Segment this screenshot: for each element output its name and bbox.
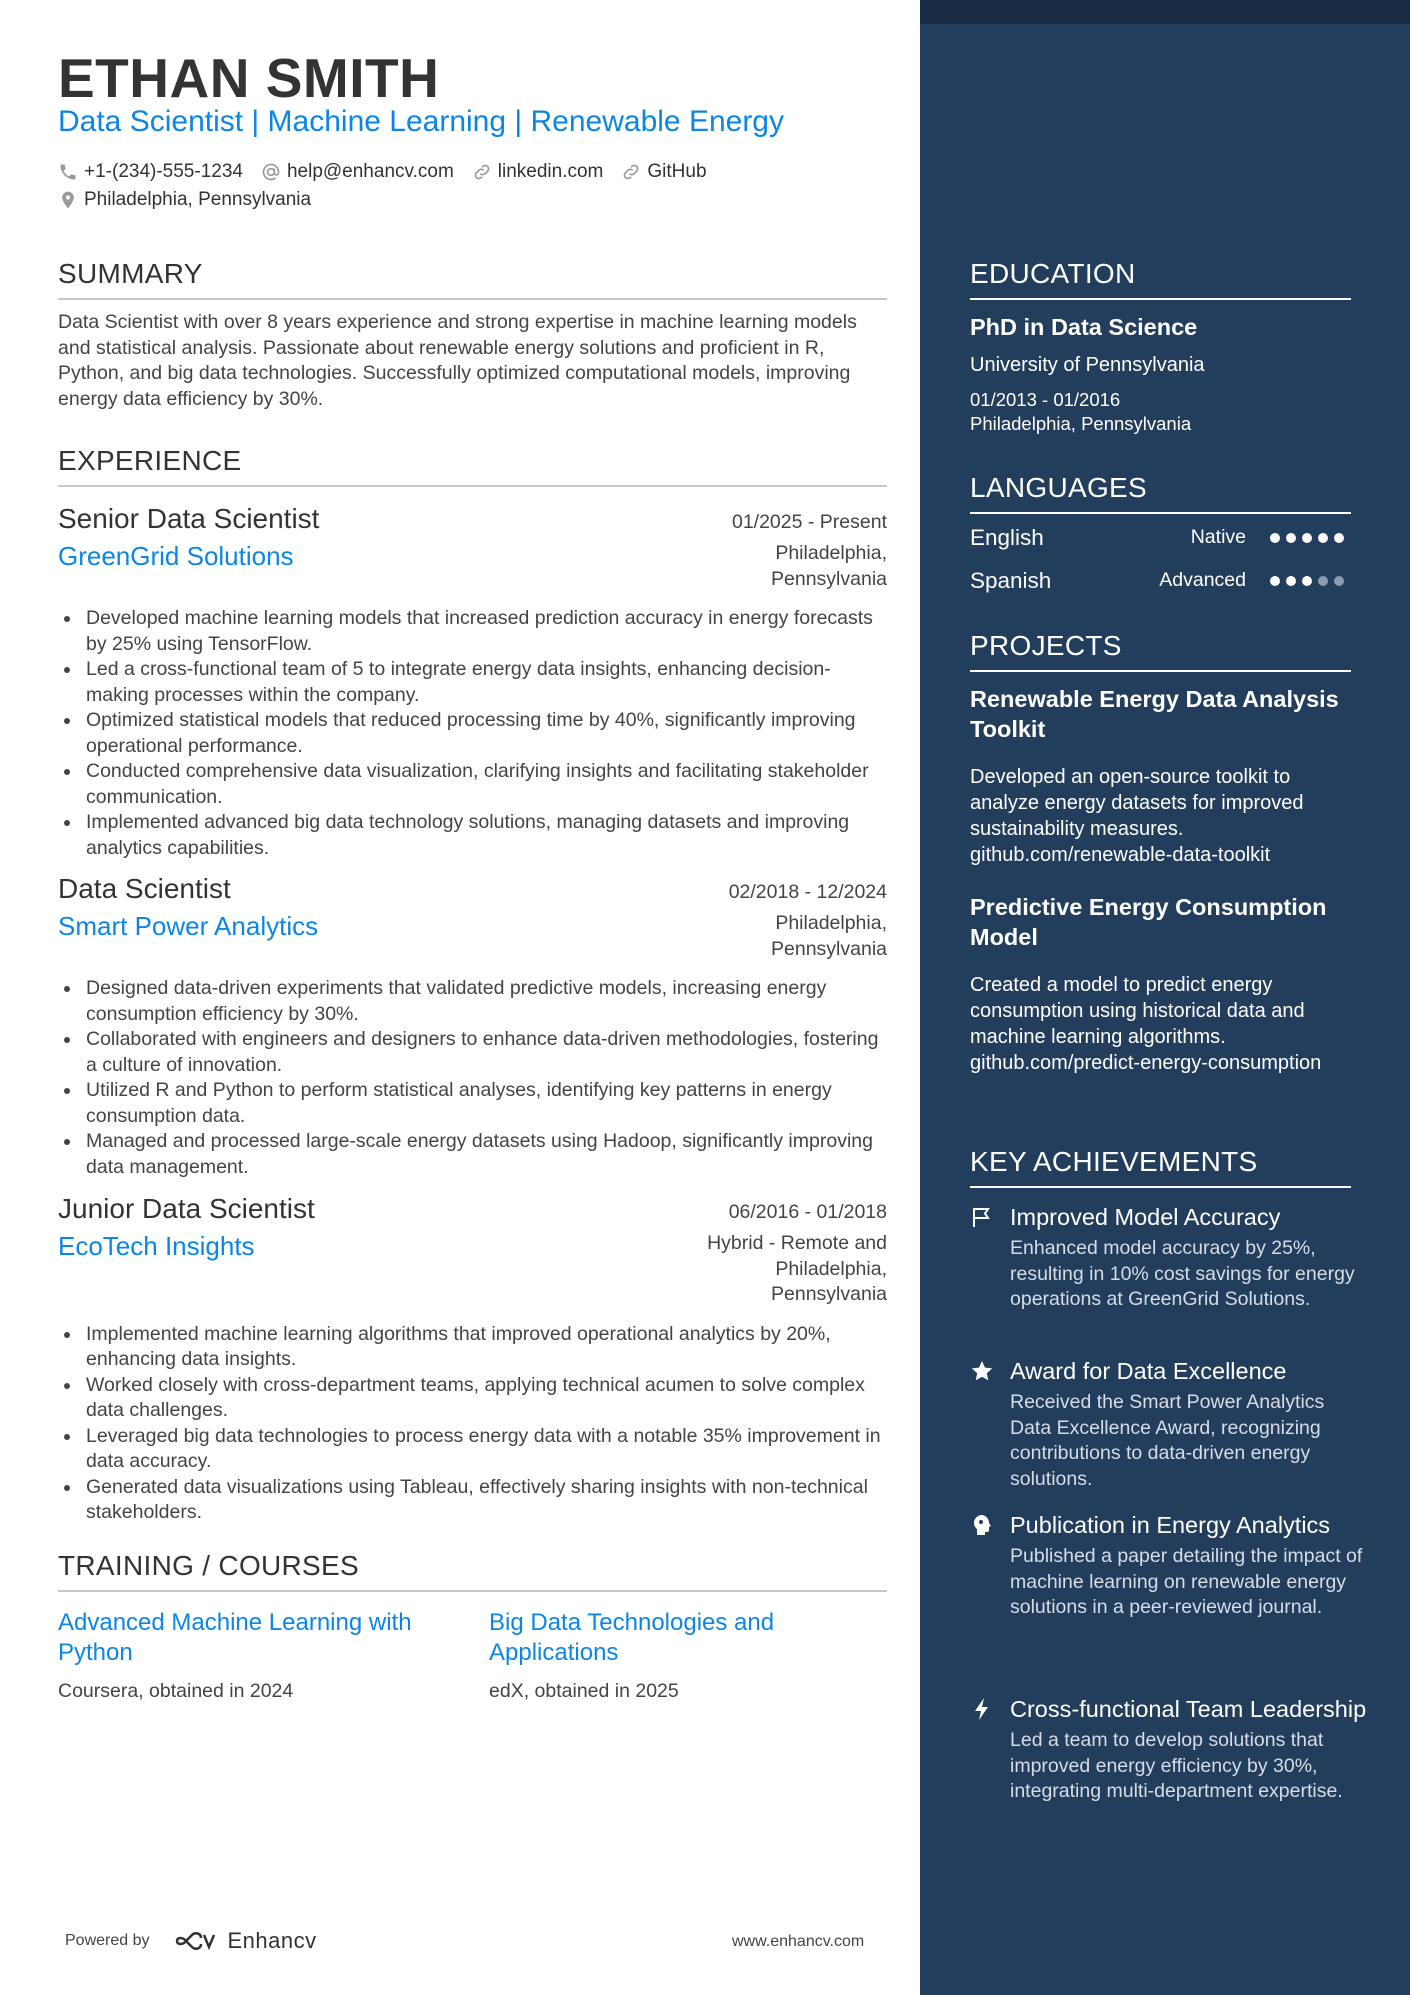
projects-title: PROJECTS bbox=[970, 630, 1351, 672]
course-title[interactable]: Big Data Technologies and Applications bbox=[489, 1609, 775, 1666]
bullet-item: Optimized statistical models that reduced processing time by 40%, significantly improving operational performance. bbox=[58, 708, 887, 759]
job-location bbox=[707, 1231, 887, 1308]
experience-section bbox=[58, 445, 887, 487]
github-contact[interactable] bbox=[621, 161, 706, 183]
company-name[interactable]: Smart Power Analytics bbox=[58, 911, 319, 941]
linkedin-text: linkedin.com bbox=[497, 161, 604, 182]
bullet-item: Implemented advanced big data technology solutions, managing datasets and improving analytics capabilities. bbox=[58, 810, 887, 861]
rating-dot-filled bbox=[1286, 576, 1296, 586]
project-title: Renewable Energy Data Analysis Toolkit bbox=[970, 686, 1339, 742]
course-entry bbox=[489, 1608, 889, 1703]
job-bullets bbox=[58, 606, 887, 861]
location-text: Philadelphia, Pennsylvania bbox=[84, 189, 312, 210]
brand-name: Enhancv bbox=[227, 1928, 317, 1953]
achievement-description: Published a paper detailing the impact of machine learning on renewable energy solutions in a peer-reviewed journal. bbox=[1010, 1545, 1363, 1618]
link-icon bbox=[621, 162, 641, 182]
company-name[interactable]: EcoTech Insights bbox=[58, 1231, 255, 1261]
bullet-item: Collaborated with engineers and designers to enhance data-driven methodologies, fostering a culture of innovation. bbox=[58, 1027, 887, 1078]
link-icon bbox=[472, 162, 492, 182]
footer-branding bbox=[65, 1928, 317, 1954]
course-meta: edX, obtained in 2025 bbox=[489, 1680, 679, 1702]
job-dates: 02/2018 - 12/2024 bbox=[728, 881, 887, 903]
powered-by-text: Powered by bbox=[65, 1932, 150, 1949]
headline: Data Scientist | Machine Learning | Renewable Energy bbox=[58, 105, 784, 138]
phone-contact[interactable] bbox=[58, 161, 243, 183]
at-icon bbox=[261, 162, 281, 182]
achievement-item bbox=[970, 1356, 1370, 1492]
achievement-item bbox=[970, 1202, 1370, 1313]
project-link[interactable]: github.com/predict-energy-consumption bbox=[970, 1052, 1322, 1074]
job-location-line: Philadelphia, bbox=[775, 542, 887, 564]
job-location-line: Pennsylvania bbox=[771, 937, 887, 960]
training-title: TRAINING / COURSES bbox=[58, 1550, 887, 1592]
training-section bbox=[58, 1550, 887, 1592]
language-level: Native bbox=[1190, 526, 1246, 548]
sidebar bbox=[920, 0, 1410, 1995]
degree: PhD in Data Science bbox=[970, 314, 1198, 340]
course-title[interactable]: Advanced Machine Learning with Python bbox=[58, 1609, 412, 1666]
job-location-line: Pennsylvania bbox=[771, 1283, 887, 1305]
languages-section bbox=[970, 472, 1351, 602]
education-location: Philadelphia, Pennsylvania bbox=[970, 413, 1192, 434]
achievement-description: Enhanced model accuracy by 25%, resulting in 10% cost savings for energy operations at GreenGrid Solutions. bbox=[1010, 1237, 1355, 1310]
rating-dot-empty bbox=[1318, 576, 1328, 586]
bullet-item: Implemented machine learning algorithms that improved operational analytics by 20%, enhancing data insights. bbox=[58, 1322, 887, 1373]
phone-icon bbox=[58, 162, 78, 182]
github-text: GitHub bbox=[647, 161, 707, 182]
bullet-item: Utilized R and Python to perform statistical analyses, identifying key patterns in energy consumption data. bbox=[58, 1078, 887, 1129]
rating-dot-filled bbox=[1334, 533, 1344, 543]
achievement-description: Led a team to develop solutions that improved energy efficiency by 30%, integrating multi-department expertise. bbox=[1010, 1729, 1343, 1802]
job-location-line: Philadelphia, bbox=[775, 1257, 887, 1280]
language-name: English bbox=[970, 524, 1044, 550]
enhancv-logo[interactable] bbox=[174, 1928, 317, 1954]
rating-dot-filled bbox=[1270, 533, 1280, 543]
infinity-logo-icon bbox=[174, 1929, 220, 1953]
education-section bbox=[970, 258, 1351, 436]
job-location bbox=[771, 911, 887, 962]
language-row bbox=[970, 559, 1351, 602]
project-link[interactable]: github.com/renewable-data-toolkit bbox=[970, 844, 1271, 866]
achievement-title: Improved Model Accuracy bbox=[1010, 1204, 1281, 1230]
job-title: Senior Data Scientist bbox=[58, 503, 320, 534]
achievement-title: Publication in Energy Analytics bbox=[1010, 1512, 1331, 1538]
job-location-line: Philadelphia, bbox=[775, 912, 887, 934]
star-icon bbox=[970, 1359, 994, 1383]
job-entry bbox=[58, 873, 887, 1180]
job-entry bbox=[58, 1193, 887, 1526]
languages-title: LANGUAGES bbox=[970, 472, 1351, 514]
job-location bbox=[771, 541, 887, 592]
achievements-title: KEY ACHIEVEMENTS bbox=[970, 1146, 1351, 1188]
rating-dot-filled bbox=[1302, 533, 1312, 543]
achievement-description: Received the Smart Power Analytics Data Excellence Award, recognizing contributions to data-driven energy solutions. bbox=[1010, 1391, 1325, 1490]
achievement-item bbox=[970, 1694, 1370, 1805]
projects-section bbox=[970, 630, 1351, 1076]
school: University of Pennsylvania bbox=[970, 354, 1205, 376]
candidate-name: ETHAN SMITH bbox=[58, 47, 440, 109]
summary-section bbox=[58, 258, 887, 412]
job-title: Data Scientist bbox=[58, 873, 231, 904]
bullet-item: Designed data-driven experiments that validated predictive models, increasing energy consumption efficiency by 30%. bbox=[58, 976, 887, 1027]
job-dates: 01/2025 - Present bbox=[731, 511, 887, 533]
job-bullets bbox=[58, 1322, 887, 1526]
rating-dot-filled bbox=[1270, 576, 1280, 586]
job-title: Junior Data Scientist bbox=[58, 1193, 315, 1224]
job-location-line: Pennsylvania bbox=[771, 567, 887, 590]
brain-icon bbox=[970, 1513, 994, 1537]
job-entry bbox=[58, 503, 887, 861]
job-location-line: Hybrid - Remote and bbox=[707, 1232, 887, 1254]
bullet-item: Worked closely with cross-department teams, applying technical acumen to solve complex data challenges. bbox=[58, 1373, 887, 1424]
rating-dot-empty bbox=[1334, 576, 1344, 586]
language-rating bbox=[1270, 576, 1344, 586]
sidebar-top-bar bbox=[920, 0, 1410, 24]
contact-info bbox=[58, 158, 898, 214]
summary-text: Data Scientist with over 8 years experience and strong expertise in machine learning models and statistical analysis. Passionate about renewable energy solutions and proficient in R, Python, and big data technologies. Successfully optimized computational models, improving energy data efficiency by 30%. bbox=[58, 311, 857, 410]
experience-title: EXPERIENCE bbox=[58, 445, 887, 487]
rating-dot-filled bbox=[1318, 533, 1328, 543]
project-title: Predictive Energy Consumption Model bbox=[970, 894, 1327, 950]
bullet-item: Leveraged big data technologies to process energy data with a notable 35% improvement in data accuracy. bbox=[58, 1424, 887, 1475]
course-meta: Coursera, obtained in 2024 bbox=[58, 1680, 294, 1702]
language-level: Advanced bbox=[1159, 569, 1246, 591]
bullet-item: Managed and processed large-scale energy datasets using Hadoop, significantly improving data management. bbox=[58, 1129, 887, 1180]
location-pin-icon bbox=[58, 190, 78, 210]
rating-dot-filled bbox=[1302, 576, 1312, 586]
phone-text: +1-(234)-555-1234 bbox=[84, 161, 243, 182]
bullet-item: Conducted comprehensive data visualization, clarifying insights and facilitating stakeholder communication. bbox=[58, 759, 887, 810]
summary-title: SUMMARY bbox=[58, 258, 887, 300]
website-link[interactable]: www.enhancv.com bbox=[732, 1933, 865, 1950]
project-description: Created a model to predict energy consumption using historical data and machine learning algorithms. bbox=[970, 974, 1305, 1048]
achievements-section bbox=[970, 1146, 1351, 1188]
achievement-item bbox=[970, 1510, 1370, 1621]
flag-icon bbox=[970, 1205, 994, 1229]
company-name[interactable]: GreenGrid Solutions bbox=[58, 541, 294, 571]
email-contact[interactable] bbox=[261, 161, 454, 183]
bullet-item: Generated data visualizations using Tableau, effectively sharing insights with non-technical stakeholders. bbox=[58, 1475, 887, 1526]
job-bullets bbox=[58, 976, 887, 1180]
lightning-icon bbox=[970, 1697, 994, 1721]
bullet-item: Developed machine learning models that increased prediction accuracy in energy forecasts by 25% using TensorFlow. bbox=[58, 606, 887, 657]
language-row bbox=[970, 516, 1351, 559]
education-dates: 01/2013 - 01/2016 bbox=[970, 389, 1121, 410]
job-dates: 06/2016 - 01/2018 bbox=[728, 1201, 887, 1223]
language-rating bbox=[1270, 533, 1344, 543]
achievement-title: Cross-functional Team Leadership bbox=[1010, 1696, 1367, 1722]
rating-dot-filled bbox=[1286, 533, 1296, 543]
linkedin-contact[interactable] bbox=[472, 161, 604, 183]
email-text: help@enhancv.com bbox=[286, 161, 454, 182]
project-description: Developed an open-source toolkit to analyze energy datasets for improved sustainability measures. bbox=[970, 766, 1304, 840]
language-name: Spanish bbox=[970, 567, 1052, 593]
location-contact bbox=[58, 189, 311, 211]
bullet-item: Led a cross-functional team of 5 to integrate energy data insights, enhancing decision-making processes within the company. bbox=[58, 657, 887, 708]
education-title: EDUCATION bbox=[970, 258, 1351, 300]
course-entry bbox=[58, 1608, 458, 1703]
achievement-title: Award for Data Excellence bbox=[1010, 1358, 1287, 1384]
